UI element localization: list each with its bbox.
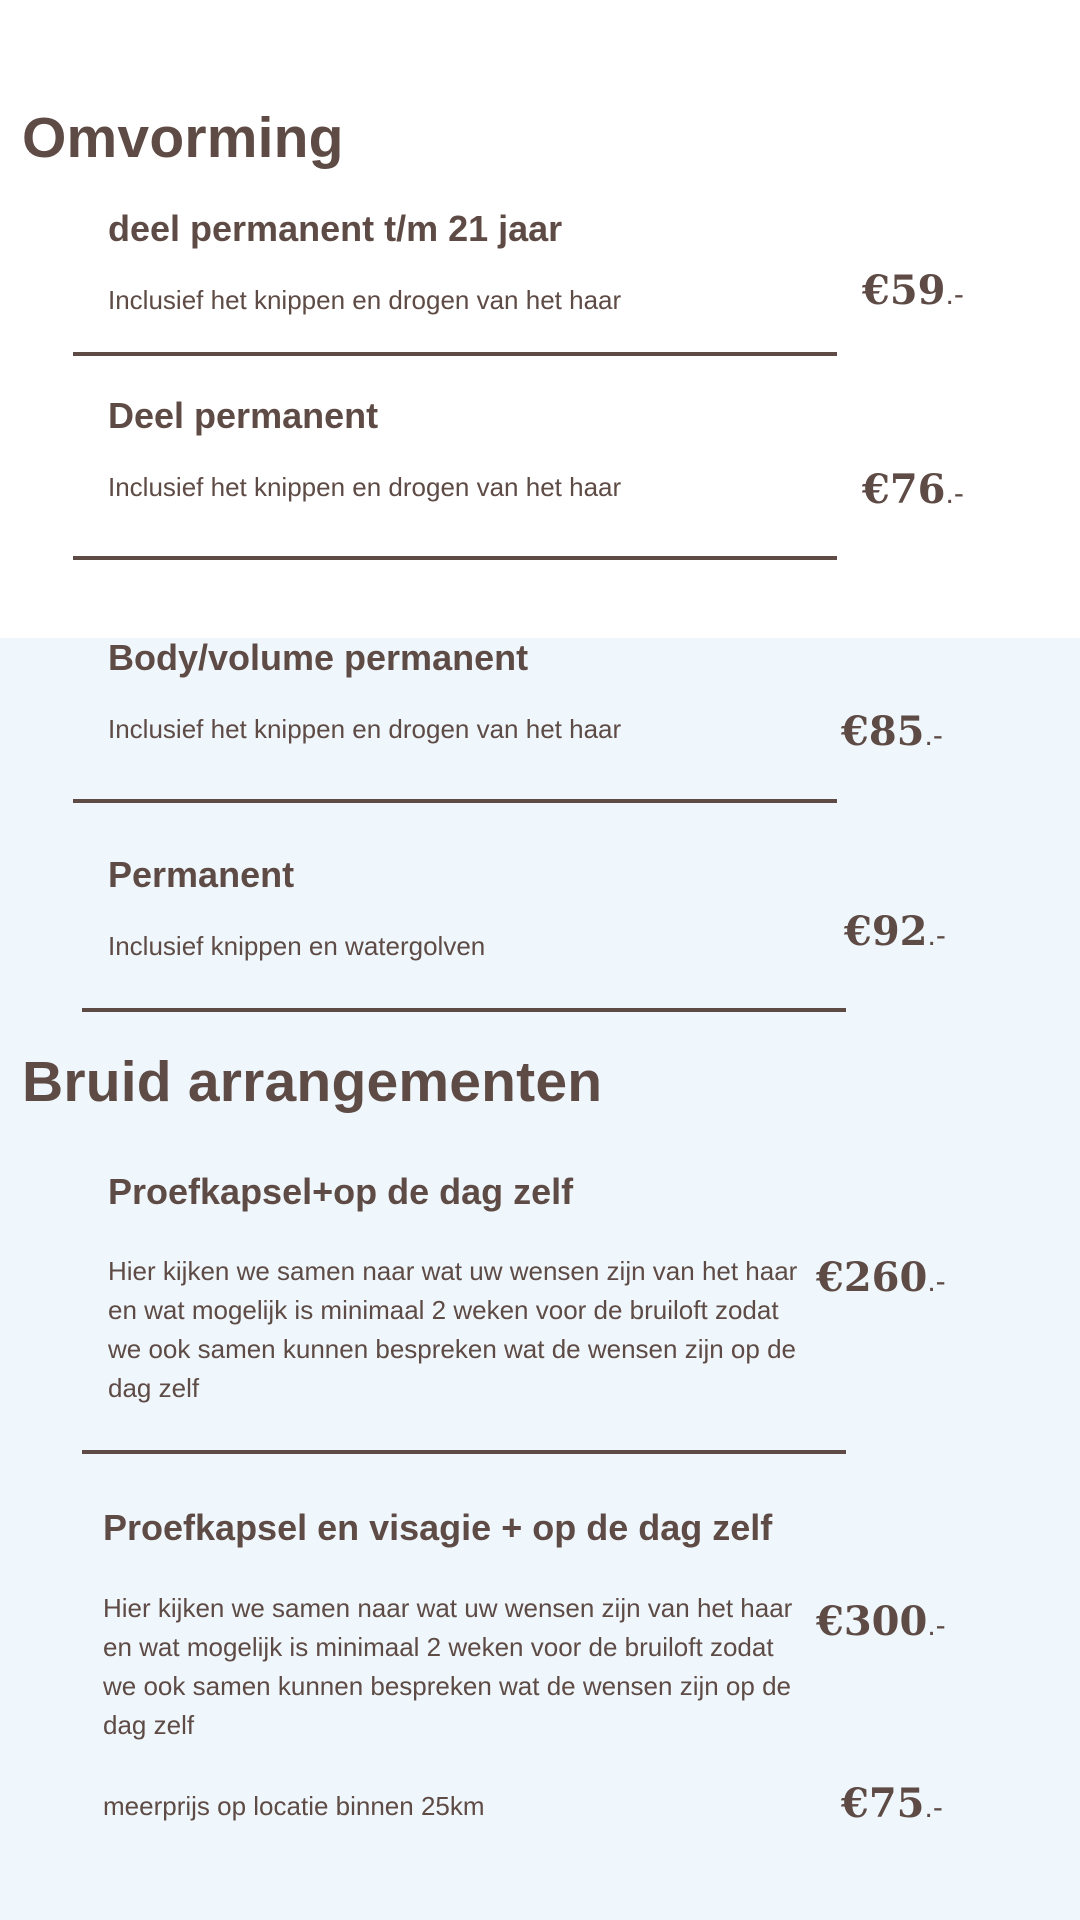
section-title-omvorming: Omvorming — [22, 106, 344, 170]
item-description: Inclusief knippen en watergolven — [108, 931, 486, 961]
extra-description: meerprijs op locatie binnen 25km — [103, 1791, 485, 1821]
section-title-bruid-arrangementen: Bruid arrangementen — [22, 1050, 603, 1114]
item-description: Hier kijken we samen naar wat uw wensen zijn van het haar en wat mogelijk is minimaal 2 weken voor de bruiloft zodat we ook samen kunnen bespreken wat de wensen zijn op de dag zelf — [108, 1256, 798, 1403]
item-price: €300.- — [816, 1598, 946, 1645]
item-title-deel-permanent: Deel permanent — [108, 395, 379, 436]
item-title-proefkapsel: Proefkapsel+op de dag zelf — [108, 1171, 574, 1212]
item-price: €59.- — [862, 267, 964, 314]
item-price: €76.- — [862, 466, 964, 513]
item-price: €260.- — [816, 1254, 946, 1301]
divider-line — [73, 799, 837, 803]
extra-price: €75.- — [841, 1780, 943, 1827]
item-description: Inclusief het knippen en drogen van het haar — [108, 285, 622, 315]
divider-line — [82, 1450, 846, 1454]
item-price: €92.- — [844, 908, 946, 955]
item-description: Inclusief het knippen en drogen van het haar — [108, 714, 622, 744]
item-title-proefkapsel-visagie: Proefkapsel en visagie + op de dag zelf — [103, 1507, 773, 1548]
divider-line — [82, 1008, 846, 1012]
item-title-body-volume-permanent: Body/volume permanent — [108, 637, 529, 678]
divider-line — [73, 352, 837, 356]
item-description: Inclusief het knippen en drogen van het haar — [108, 472, 622, 502]
item-title-deel-permanent-21: deel permanent t/m 21 jaar — [108, 208, 563, 249]
item-price: €85.- — [841, 708, 943, 755]
divider-line — [73, 556, 837, 560]
item-description: Hier kijken we samen naar wat uw wensen zijn van het haar en wat mogelijk is minimaal 2 weken voor de bruiloft zodat we ook samen kunnen bespreken wat de wensen zijn op de dag zelf — [103, 1593, 793, 1740]
item-title-permanent: Permanent — [108, 854, 295, 895]
